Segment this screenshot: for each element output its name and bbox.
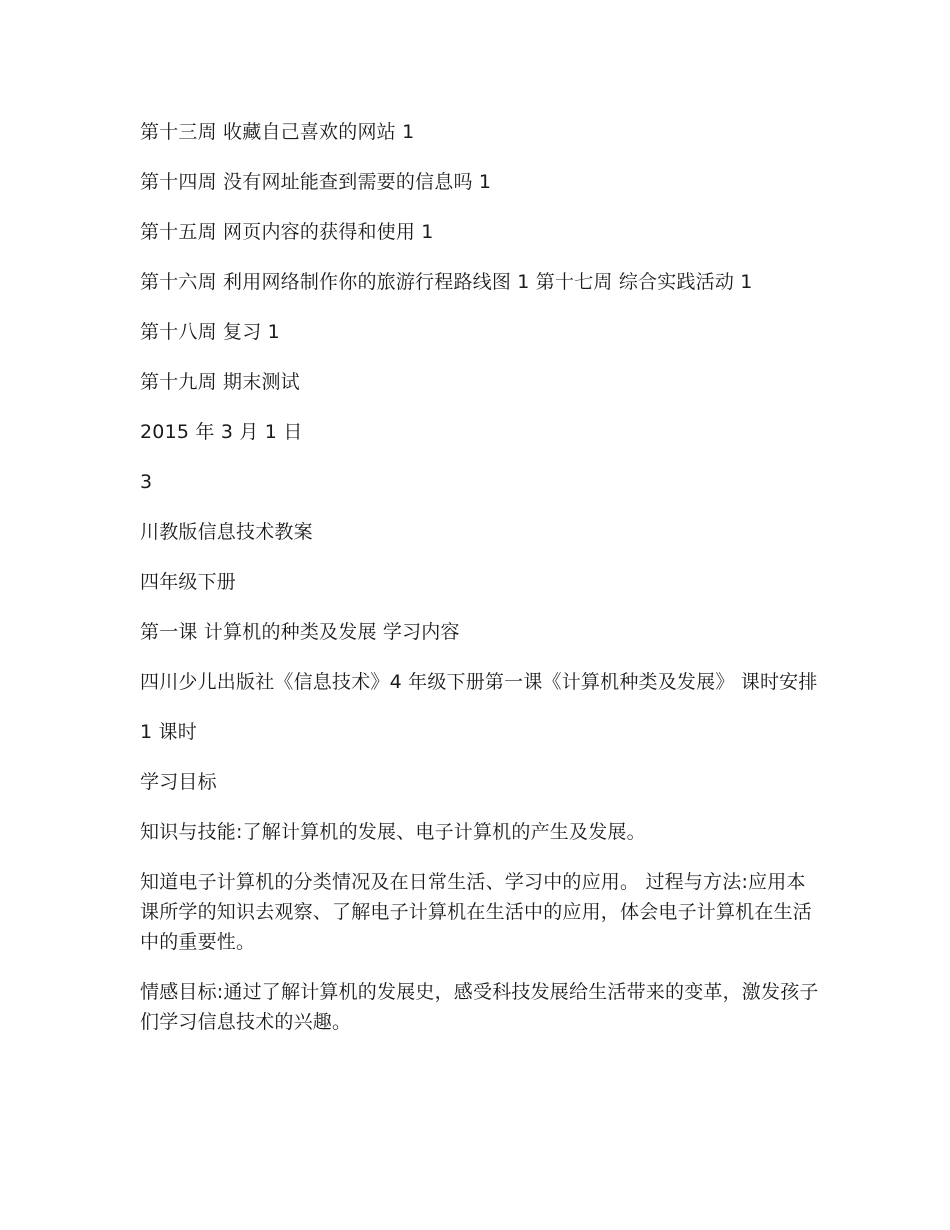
schedule-week-19: 第十九周 期末测试	[140, 371, 300, 393]
objective-process: 知道电子计算机的分类情况及在日常生活、学习中的应用。 过程与方法:应用本课所学的知识去观察、了解电子计算机在生活中的应用，体会电子计算机在生活中的重要性。	[140, 871, 813, 953]
document-page	[140, 117, 820, 1057]
schedule-week-16-17: 第十六周 利用网络制作你的旅游行程路线图 1 第十七周 综合实践活动 1	[140, 271, 753, 293]
objective-knowledge: 知识与技能:了解计算机的发展、电子计算机的产生及发展。	[140, 821, 646, 843]
objectives-heading: 学习目标	[140, 771, 217, 793]
schedule-week-14: 第十四周 没有网址能查到需要的信息吗 1	[140, 171, 492, 193]
lesson-source: 四川少儿出版社《信息技术》4 年级下册第一课《计算机种类及发展》 课时安排	[140, 671, 818, 693]
schedule-week-18: 第十八周 复习 1	[140, 321, 280, 343]
lesson-heading: 第一课 计算机的种类及发展 学习内容	[140, 621, 460, 643]
document-title: 川教版信息技术教案	[140, 521, 313, 543]
document-date: 2015 年 3 月 1 日	[140, 421, 303, 443]
objective-emotion: 情感目标:通过了解计算机的发展史，感受科技发展给生活带来的变革，激发孩子们学习信息技术的兴趣。	[140, 981, 819, 1033]
page-number: 3	[140, 471, 153, 493]
schedule-week-15: 第十五周 网页内容的获得和使用 1	[140, 221, 434, 243]
schedule-week-13: 第十三周 收藏自己喜欢的网站 1	[140, 121, 415, 143]
lesson-duration: 1 课时	[140, 721, 197, 743]
grade-volume: 四年级下册	[140, 571, 237, 593]
